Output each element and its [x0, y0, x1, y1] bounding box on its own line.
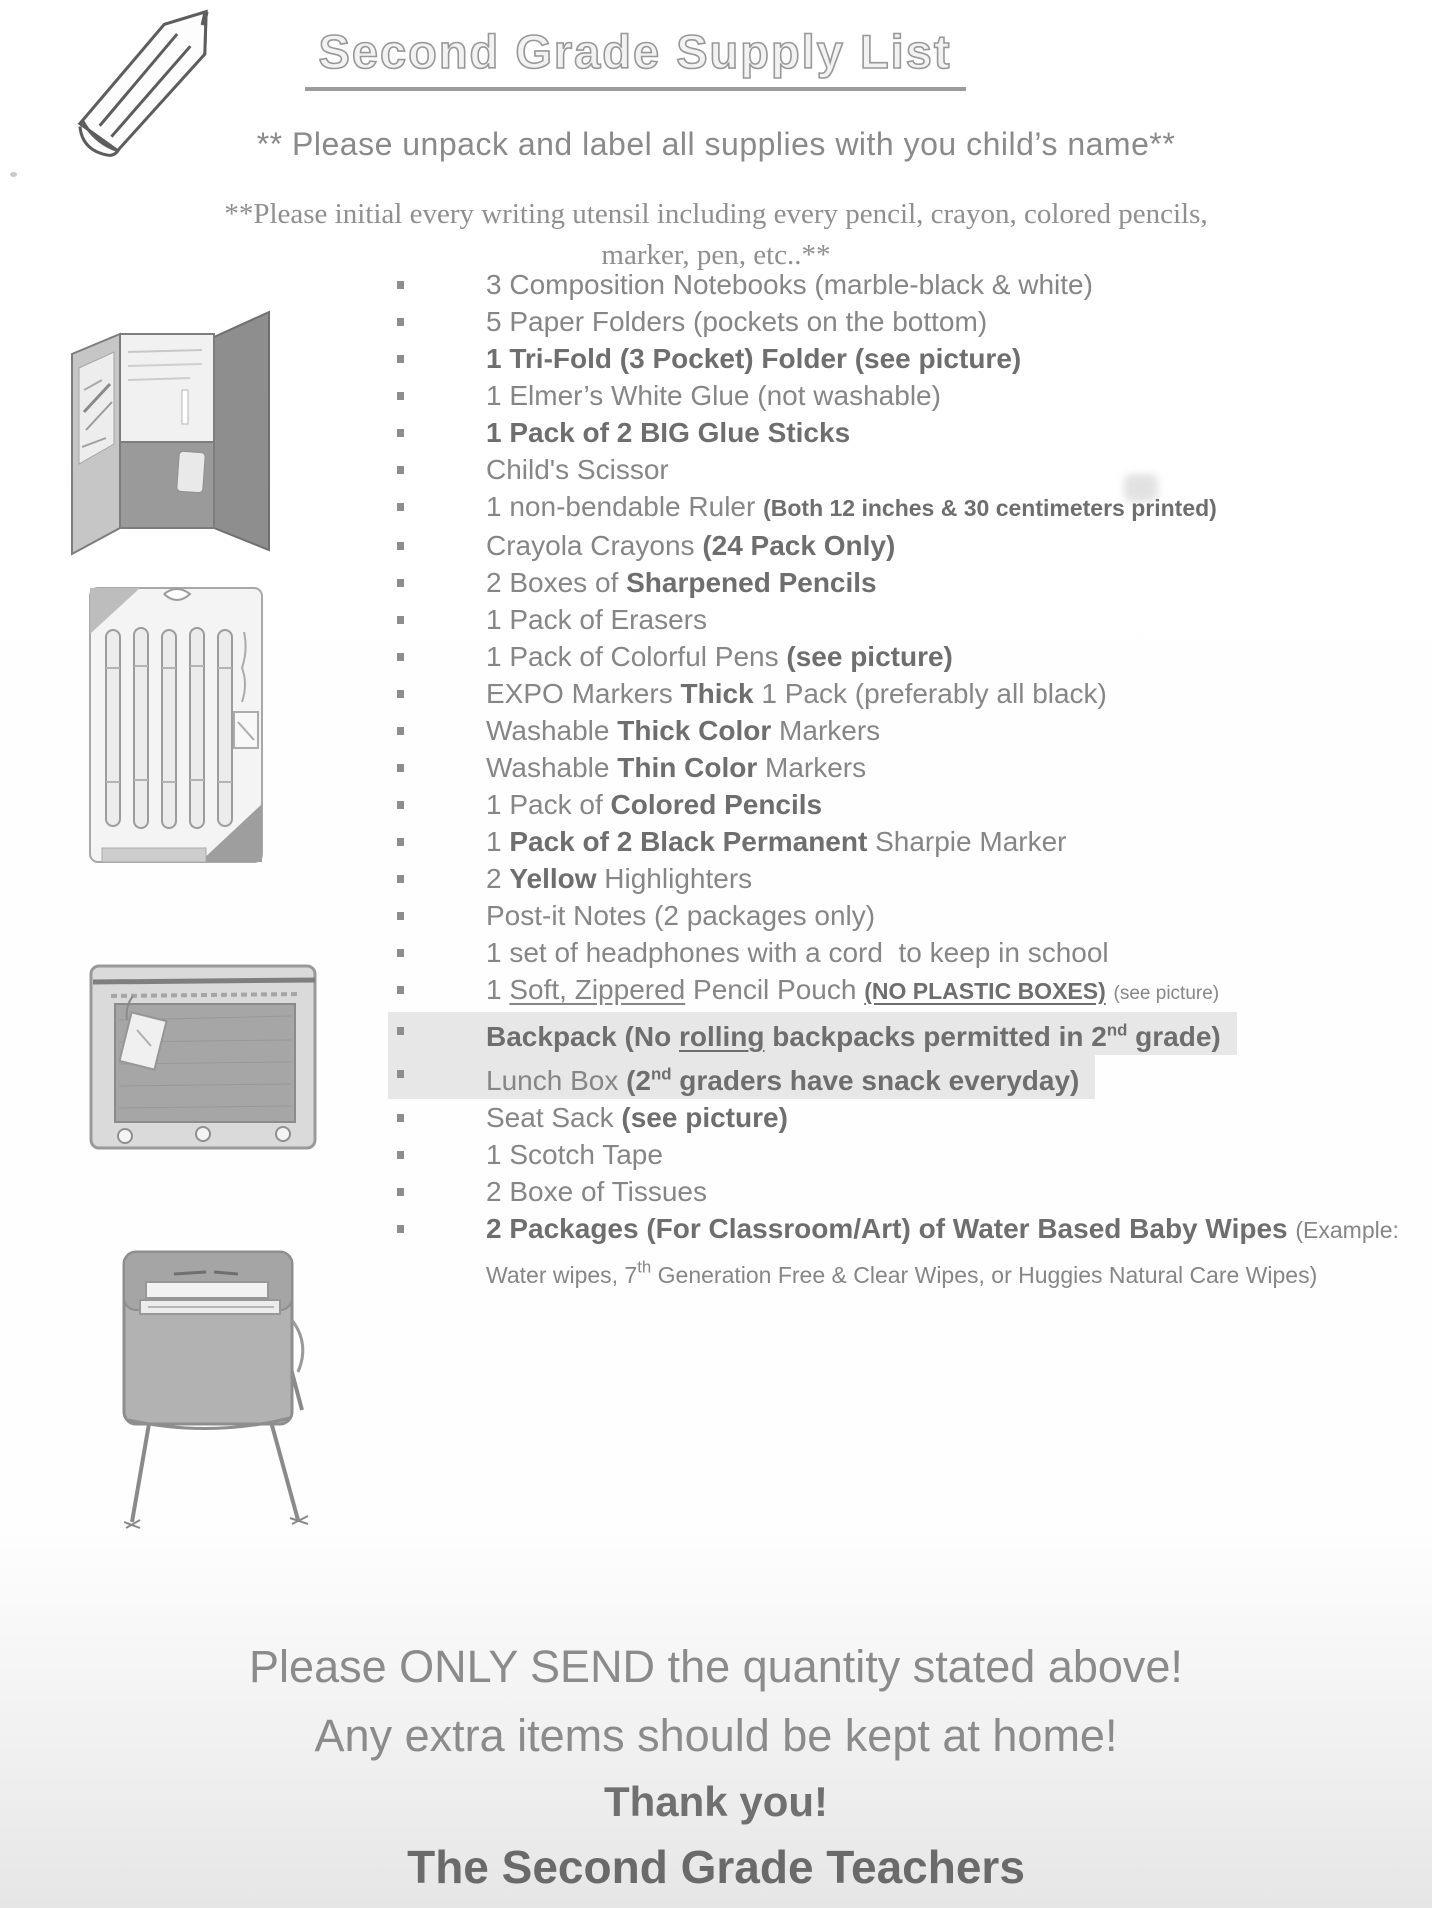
list-item-text: 1 Pack of Colored Pencils: [486, 789, 823, 820]
list-item-text: Backpack (No rolling backpacks permitted in 2nd grade): [486, 1021, 1221, 1053]
list-item: [388, 786, 1432, 823]
list-item: [388, 340, 1432, 377]
bullet-icon: [397, 1151, 404, 1159]
list-item: [388, 971, 1432, 1012]
seat-sack-books: [140, 1282, 280, 1314]
list-item-text: Crayola Crayons (24 Pack Only): [486, 530, 896, 561]
bullet-icon: [397, 1114, 404, 1122]
bullet-icon: [397, 318, 404, 326]
list-item-text: 1 set of headphones with a cord to keep in school: [486, 937, 1109, 968]
bullet-icon: [397, 653, 404, 661]
list-item-text: 1 Scotch Tape: [486, 1138, 663, 1170]
bullet-icon: [397, 986, 404, 994]
footer-line-signature: The Second Grade Teachers: [407, 1841, 1025, 1893]
bullet-icon: [397, 1225, 404, 1233]
list-item: [388, 527, 1432, 564]
list-item: [388, 1173, 1432, 1210]
list-item: [388, 1099, 1432, 1136]
list-item: [388, 638, 1432, 675]
list-item: [388, 488, 1432, 527]
bullet-icon: [397, 949, 404, 957]
list-item: [388, 451, 1432, 488]
list-item-text: 2 Yellow Highlighters: [486, 863, 753, 894]
list-item: [388, 1136, 1432, 1173]
bullet-icon: [397, 912, 404, 920]
bullet-icon: [397, 801, 404, 809]
list-item: [388, 601, 1432, 638]
list-item: [388, 303, 1432, 340]
bullet-icon: [397, 429, 404, 437]
list-item-text: Seat Sack (see picture): [486, 1101, 788, 1133]
page-header: [0, 24, 1270, 91]
list-item-text: Washable Thick Color Markers: [486, 715, 881, 746]
list-item-text: 1 non-bendable Ruler (Both 12 inches & 30 centimeters printed): [486, 491, 1217, 522]
folder-right-panel: [214, 312, 269, 550]
pouch-zipper: [93, 980, 315, 982]
bullet-icon: [397, 1027, 404, 1035]
initial-instruction: **Please initial every writing utensil including every pencil, crayon, colored pencils, marker, pen, etc..**: [224, 198, 1208, 271]
footer-note: [0, 1632, 1432, 1900]
list-item-text: 1 Pack of Colorful Pens (see picture): [486, 641, 953, 672]
list-item-text: 1 Tri-Fold (3 Pocket) Folder (see picture): [486, 343, 1022, 374]
list-item-text: 2 Packages (For Classroom/Art) of Water Based Baby Wipes (Example: Water wipes, 7th Generation Free & Clear Wipes, or Huggies Natural Care Wipes): [486, 1212, 1406, 1288]
list-item: [388, 1012, 1237, 1055]
page-title: Second Grade Supply List: [305, 24, 966, 91]
list-item-text: 1 Pack of Erasers: [486, 604, 707, 635]
bullet-icon: [397, 764, 404, 772]
bullet-icon: [397, 690, 404, 698]
list-item: [388, 266, 1432, 303]
list-item: [388, 897, 1432, 934]
list-item: [388, 564, 1432, 601]
bullet-icon: [397, 727, 404, 735]
list-item: [388, 934, 1432, 971]
pencil-pouch-image: [85, 950, 323, 1158]
bullet-icon: [397, 838, 404, 846]
list-item: [388, 823, 1432, 860]
footer-line-quantity: Please ONLY SEND the quantity stated above!: [249, 1641, 1183, 1692]
bullet-icon: [397, 875, 404, 883]
list-item-text: Post-it Notes (2 packages only): [486, 900, 876, 931]
footer-line-thanks: Thank you!: [603, 1778, 828, 1825]
list-item: [388, 675, 1432, 712]
list-item: [388, 1210, 1432, 1294]
bullet-icon: [397, 1070, 404, 1078]
list-item-text: 2 Boxe of Tissues: [486, 1175, 708, 1207]
colorful-pens-pack-image: [82, 572, 274, 872]
list-item: [388, 712, 1432, 749]
seat-sack-chair-image: [88, 1230, 333, 1532]
label-instruction: ** Please unpack and label all supplies with you child’s name**: [256, 126, 1176, 162]
list-item-text: Child's Scissor: [486, 454, 669, 485]
list-item: [388, 414, 1432, 451]
bullet-icon: [397, 503, 404, 511]
list-item-text: 2 Boxes of Sharpened Pencils: [486, 567, 877, 598]
list-item: [388, 1055, 1095, 1098]
bullet-icon: [397, 281, 404, 289]
list-item-text: Washable Thin Color Markers: [486, 752, 867, 783]
list-item: [388, 749, 1432, 786]
list-item-text: 1 Soft, Zippered Pencil Pouch (NO PLASTIC BOXES) (see picture): [486, 974, 1220, 1005]
list-item-text: 3 Composition Notebooks (marble-black & white): [486, 269, 1093, 300]
list-item-text: 5 Paper Folders (pockets on the bottom): [486, 306, 988, 337]
list-item-text: 1 Pack of 2 BIG Glue Sticks: [486, 417, 851, 448]
list-item: [388, 377, 1432, 414]
list-item-text: 1 Elmer’s White Glue (not washable): [486, 380, 941, 411]
bullet-icon: [397, 1188, 404, 1196]
list-item: [388, 860, 1432, 897]
supply-list: [388, 266, 1432, 1294]
footer-line-extra-items: Any extra items should be kept at home!: [314, 1710, 1118, 1761]
list-item-text: 1 Pack of 2 Black Permanent Sharpie Marker: [486, 826, 1067, 857]
list-item-text: EXPO Markers Thick 1 Pack (preferably all black): [486, 678, 1107, 709]
bullet-icon: [397, 355, 404, 363]
bullet-icon: [397, 392, 404, 400]
bullet-icon: [397, 579, 404, 587]
list-item-text: Lunch Box (2nd graders have snack everyday): [486, 1064, 1080, 1096]
bullet-icon: [397, 466, 404, 474]
tri-fold-folder-image: [62, 292, 277, 587]
bullet-icon: [397, 616, 404, 624]
bullet-icon: [397, 542, 404, 550]
scan-artifact: [10, 172, 17, 177]
